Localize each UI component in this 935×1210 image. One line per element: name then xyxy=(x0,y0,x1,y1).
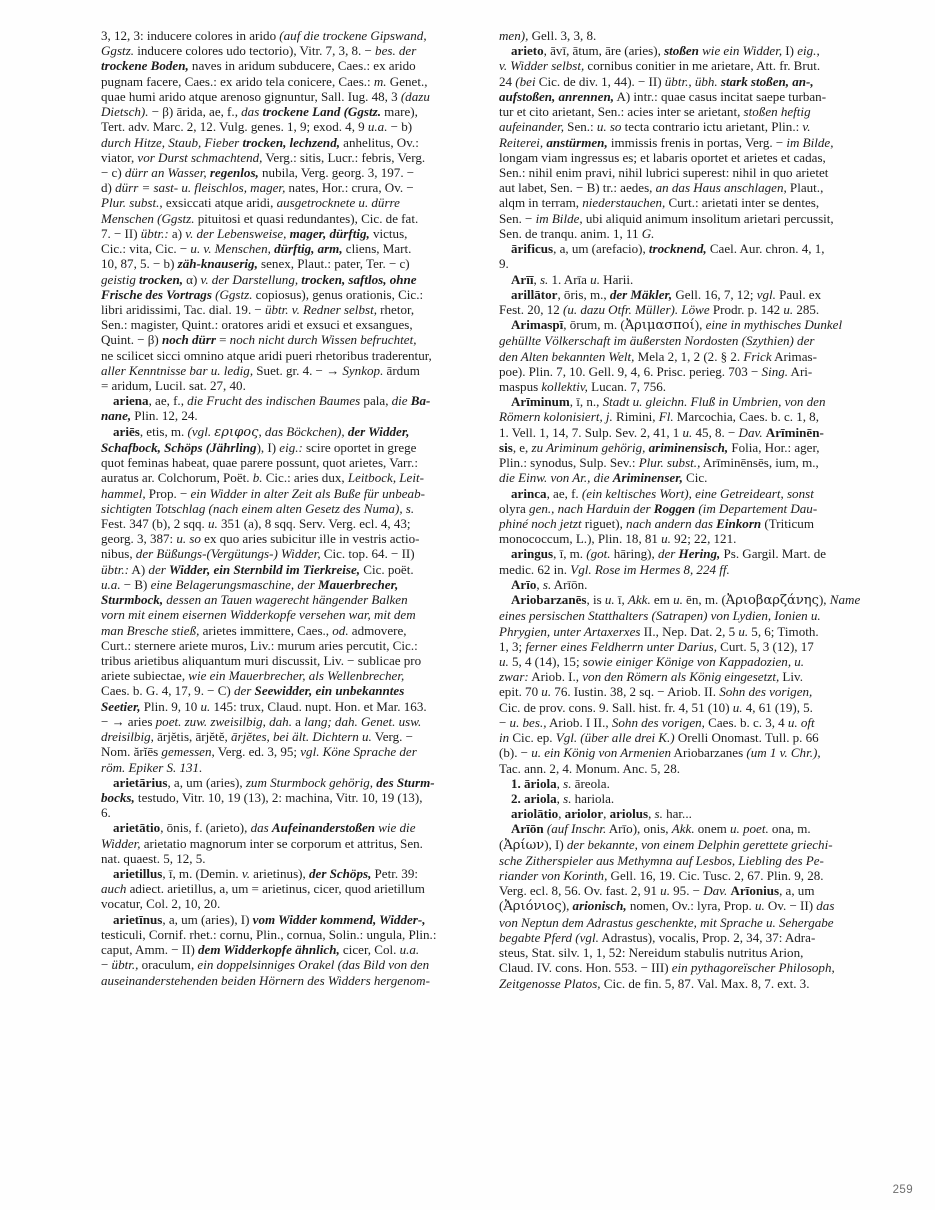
left-column xyxy=(101,28,497,988)
dictionary-entry: 1. āriola, s. āreola. xyxy=(511,775,610,791)
dictionary-entry: Ariobarzanēs, is u. ī, Akk. em u. ēn, m. (Ἀριοβαρζάνης), Name eines persischen Statthalters (Satrapen) von Lydien, Ionien u. Phrygien, unter Artaxerxes II., Nep. Dat. 2, 5 u. 5, 6; Timoth. 1, 3; ferner eines Feldherrn unter Darius, Curt. 5, 3 (12), 17 u. 5, 4 (14), 15; sowie einiger Könige von Kappadozien, u. zwar: Ariob. I., von den Römern als König eingesetzt, Liv. epit. 70 u. 76. Iustin. 38, 2 sq. − Ariob. II. Sohn des vorigen, Cic. de prov. cons. 9. Sall. hist. fr. 4, 51 (10) u. 4, 61 (19), 5. − u. bes., Ariob. I II., Sohn des vorigen, Caes. b. c. 3, 4 u. oft in Cic. ep. Vgl. (über alle drei K.) Orelli Onomast. Tull. p. 66 (b). − u. ein König von Armenien Ariobarzanes (um 1 v. Chr.), Tac. ann. 2, 4. Monum. Anc. 5, 28. xyxy=(499,592,861,776)
dictionary-entry: Arīo, s. Arīōn. xyxy=(511,576,588,592)
page-number: 259 xyxy=(892,1184,913,1196)
page-columns xyxy=(22,28,913,991)
dictionary-entry: Arīī, s. 1. Arīa u. Harii. xyxy=(511,271,634,287)
dictionary-entry: aringus, ī, m. (got. hāring), der Hering, Ps. Gargil. Mart. de medic. 62 in. Vgl. Rose im Hermes 8, 224 ff. xyxy=(499,546,827,577)
dictionary-entry: ariena, ae, f., die Frucht des indischen Baumes pala, die Ba- nane, Plin. 12, 24. xyxy=(101,393,431,424)
dictionary-entry: Arīōn (auf Inschr. Arīo), onis, Akk. onem u. poet. ona, m. (Ἀρίων), I) der bekannte, von einem Delphin gerettete griechi- sche Zitherspieler aus Methymna auf Lesbos, Liebling des Pe- riander von Korinth, Gell. 16, 19. Cic. Tusc. 2, 67. Plin. 9, 28. Verg. ecl. 8, 56. Ov. fast. 2, 91 u. 95. − Dav. Arīonius, a, um (Ἀριόνιος), arionisch, nomen, Ov.: lyra, Prop. u. Ov. − II) das von Neptun dem Adrastus geschenkte, mit Sprache u. Sehergabe begabte Pferd (vgl. Adrastus), vocalis, Prop. 2, 34, 37: Adra- steus, Stat. silv. 1, 1, 52: Nereidum stabulis nutritus Arion, Claud. IV. cons. Hon. 553. − III) ein pythagoreïscher Philosoph, Zeitgenosse Platos, Cic. de fin. 5, 87. Val. Max. 8, 7. ext. 3. xyxy=(499,821,835,991)
dictionary-entry-continuation: men), Gell. 3, 3, 8. xyxy=(499,28,597,43)
dictionary-entry: arillātor, ōris, m., der Mäkler, Gell. 16, 7, 12; vgl. Paul. ex Fest. 20, 12 (u. dazu Otfr. Müller). Löwe Prodr. p. 142 u. 285. xyxy=(499,286,822,317)
dictionary-entry: arietārius, a, um (aries), zum Sturmbock gehörig, des Sturm- bocks, testudo, Vitr. 10, 19 (13), 2: machina, Vitr. 10, 19 (13), 6. xyxy=(101,774,435,821)
dictionary-entry: Arimaspī, ōrum, m. (Ἀριμασποί), eine in mythisches Dunkel gehüllte Völkerschaft im äußersten Nordosten (Szythien) der den Alten bekannten Welt, Mela 2, 1, 2 (2. § 2. Frick Arimas- poe). Plin. 7, 10. Gell. 9, 4, 6. Prisc. perieg. 703 − Sing. Ari- maspus kollektiv, Lucan. 7, 756. xyxy=(499,317,843,395)
dictionary-entry: arinca, ae, f. (ein keltisches Wort), eine Getreideart, sonst olyra gen., nach Harduin der Roggen (im Departement Dau- phiné noch jetzt riguet), nach andern das Einkorn (Triticum monococcum, L.), Plin. 18, 81 u. 92; 22, 121. xyxy=(499,485,818,547)
dictionary-entry: ariēs, etis, m. (vgl. εριφος, das Böckchen), der Widder, Schafbock, Schöps (Jährling), I) eig.: scire oportet in grege quot feminas habeat, quae parere possunt, quot arietes, Varr.: auratus ar. Colchorum, Poët. b. Cic.: aries dux, Leitbock, Leit- hammel, Prop. − ein Widder in alter Zeit als Buße für unbeab- sichtigten Totschlag (nach einem alten Gesetz des Numa), s. Fest. 347 (b), 2 sqq. u. 351 (a), 8 sqq. Serv. Verg. ecl. 4, 43; georg. 3, 387: u. so ex quo aries subicitur ille in vestris actio- nibus, der Büßungs-(Vergütungs-) Widder, Cic. top. 64. − II) übtr.: A) der Widder, ein Sternbild im Tierkreise, Cic. poët. u.a. − B) eine Belagerungsmaschine, der Mauerbrecher, Sturmbock, dessen an Tauen wagerecht hängender Balken vorn mit einem eisernen Widderkopfe versehen war, mit dem man Bresche stieß, arietes immittere, Caes., od. admovere, Curt.: sternere ariete muros, Liv.: murum aries percutit, Cic.: tribus arietibus aliquantum muri discussit, Liv. − sublicae pro ariete subiectae, wie ein Mauerbrecher, als Wellenbrecher, Caes. b. G. 4, 17, 9. − C) der Seewidder, ein unbekanntes Seetier, Plin. 9, 10 u. 145: trux, Claud. nupt. Hon. et Mar. 163. − → aries poet. zuw. zweisilbig, dah. a lang; dah. Genet. usw. dreisilbig, ārjĕtis, ārjĕtĕ, ārjĕtes, bei ält. Dichtern u. Verg. − Nom. ărĭēs gemessen, Verg. ed. 3, 95; vgl. Köne Sprache der röm. Epiker S. 131. xyxy=(101,423,427,775)
dictionary-entry: ariolātio, ariolor, ariolus, s. har... xyxy=(511,806,692,822)
dictionary-entry: arietātio, ōnis, f. (arieto), das Aufeinanderstoßen wie die Widder, arietatio magnorum inter se corporum et attritus, Sen. nat. quaest. 5, 12, 5. xyxy=(101,820,423,866)
dictionary-entry: ārificus, a, um (arefacio), trocknend, Cael. Aur. chron. 4, 1, 9. xyxy=(499,241,825,272)
dictionary-entry: arieto, āvī, ātum, āre (aries), stoßen wie ein Widder, I) eig., v. Widder selbst, cornibus conitier in me arietare, Att. fr. Brut. 24 (bei Cic. de div. 1, 44). − II) übtr., übh. stark stoßen, an-, aufstoßen, anrennen, A) intr.: quae casus incitat saepe turban- tur et cito arietant, Sen.: acies inter se arietant, stoßen heftig aufeinander, Sen.: u. so tecta contrario ictu arietant, Plin.: v. Reiterei, anstürmen, immissis frenis in portas, Verg. − im Bilde, longam viam ingressus es; et labaris oportet et arietes et cadas, Sen.: nihil enim pravi, nihil lubrici superest: nihil in quo arietet aut labet, Sen. − B) tr.: aedes, an das Haus anschlagen, Plaut., alqm in terram, niederstauchen, Curt.: arietati inter se dentes, Sen. − im Bilde, ubi aliquid animum insolitum arietari percussit, Sen. de tranqu. anim. 1, 11 G. xyxy=(499,43,834,241)
dictionary-entry: 2. ariola, s. hariola. xyxy=(511,790,615,806)
dictionary-entry: arietīnus, a, um (aries), I) vom Widder kommend, Widder-, testiculi, Cornif. rhet.: cornu, Plin., cornua, Solin.: ungula, Plin.: caput, Amm. − II) dem Widderkopfe ähnlich, cicer, Col. u.a. − übtr., oraculum, ein doppelsinniges Orakel (das Bild von den auseinanderstehenden beiden Hörnern des Widders hergenom- xyxy=(101,911,437,988)
right-column xyxy=(499,28,895,991)
dictionary-entry-continuation: 3, 12, 3: inducere colores in arido (auf die trockene Gipswand, Ggstz. inducere colores udo tectorio), Vitr. 7, 3, 8. − bes. der trockene Boden, naves in aridum subducere, Caes.: ex arido pugnam facere, Caes.: ex arido tela conicere, Caes.: m. Genet., quae humi arido atque arenoso gignuntur, Sall. Iug. 48, 3 (dazu Dietsch). − β) ārida, ae, f., das trockene Land (Ggstz. mare), Tert. adv. Marc. 2, 12. Vulg. genes. 1, 9; exod. 4, 9 u.a. − b) durch Hitze, Staub, Fieber trocken, lechzend, anhelitus, Ov.: viator, vor Durst schmachtend, Verg.: sitis, Lucr.: febris, Verg. − c) dürr an Wasser, regenlos, nubila, Verg. georg. 3, 197. − d) dürr = sast- u. fleischlos, mager, nates, Hor.: crura, Ov. − Plur. subst., exsiccati atque aridi, ausgetrocknete u. dürre Menschen (Ggstz. pituitosi et quasi redundantes), Cic. de fat. 7. − II) übtr.: a) v. der Lebensweise, mager, dürftig, victus, Cic.: vita, Cic. − u. v. Menschen, dürftig, arm, cliens, Mart. 10, 87, 5. − b) zäh-knauserig, senex, Plaut.: pater, Ter. − c) geistig trocken, α) v. der Darstellung, trocken, saftlos, ohne Frische des Vortrags (Ggstz. copiosus), genus orationis, Cic.: libri aridissimi, Tac. dial. 19. − übtr. v. Redner selbst, rhetor, Sen.: magister, Quint.: oratores aridi et exsuci et exsangues, Quint. − β) noch dürr = noch nicht durch Wissen befruchtet, ne scilicet sicci omnino atque aridi pueri rhetoribus traderentur, aller Kenntnisse bar u. ledig, Suet. gr. 4. − → Synkop. ārdum = aridum, Lucil. sat. 27, 40. xyxy=(101,28,432,394)
dictionary-entry: Arīminum, ī, n., Stadt u. gleichn. Fluß in Umbrien, von den Römern kolonisiert, j. Rimini, Fl. Marcochia, Caes. b. c. 1, 8, 1. Vell. 1, 14, 7. Sulp. Sev. 2, 41, 1 u. 45, 8. − Dav. Arīminēn- sis, e, zu Ariminum gehörig, ariminensisch, Folia, Hor.: ager, Plin.: synodus, Sulp. Sev.: Plur. subst., Arīminēnsēs, ium, m., die Einw. von Ar., die Ariminenser, Cic. xyxy=(499,394,826,486)
dictionary-entry: arietillus, ī, m. (Demin. v. arietinus), der Schöps, Petr. 39: auch adiect. arietillus, a, um = arietinus, cicer, quod arietillum vocatur, Col. 2, 10, 20. xyxy=(101,866,425,912)
